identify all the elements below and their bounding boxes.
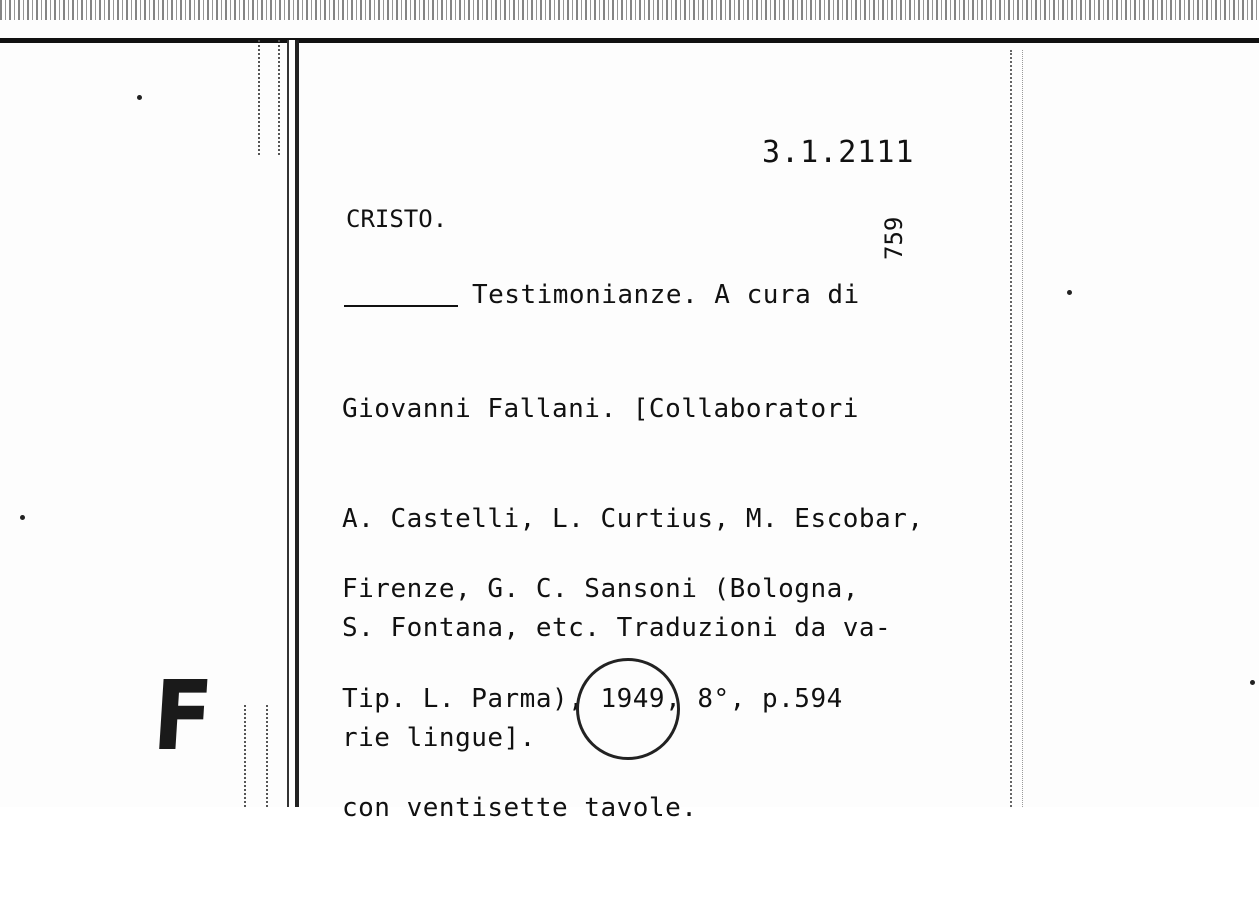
description-line: S. Fontana, etc. Traduzioni da va-: [342, 613, 892, 643]
rotated-stamp-number: 759: [880, 216, 908, 260]
description-line: Giovanni Fallani. [Collaboratori: [342, 394, 859, 424]
punch-hole-circle: [576, 658, 680, 760]
imprint-line: Firenze, G. C. Sansoni (Bologna,: [342, 574, 859, 604]
description-line: rie lingue].: [342, 722, 536, 753]
scan-speck: [20, 515, 25, 520]
left-card-tab-edge-lower: [244, 705, 268, 807]
handwritten-letter-mark: F: [149, 660, 216, 772]
title-first-line: Testimonianze. A cura di: [472, 280, 860, 310]
imprint-line: Tip. L. Parma), 1949, 8°, p.594: [342, 683, 843, 714]
imprint-line: con ventisette tavole.: [342, 793, 698, 823]
scan-speck: [137, 95, 142, 100]
description-line: A. Castelli, L. Curtius, M. Escobar,: [342, 503, 924, 534]
imprint-block: [342, 498, 1022, 900]
scan-speck: [1067, 290, 1072, 295]
left-card-tab-edge: [258, 40, 280, 155]
left-card-edge: [287, 40, 299, 807]
top-border-line: [0, 38, 1259, 43]
top-noise-strip: [0, 0, 1259, 20]
subject-heading: CRISTO.: [346, 205, 448, 233]
author-dash: [344, 305, 458, 307]
scan-speck: [1250, 680, 1255, 685]
call-number: 3.1.2111: [762, 135, 915, 170]
